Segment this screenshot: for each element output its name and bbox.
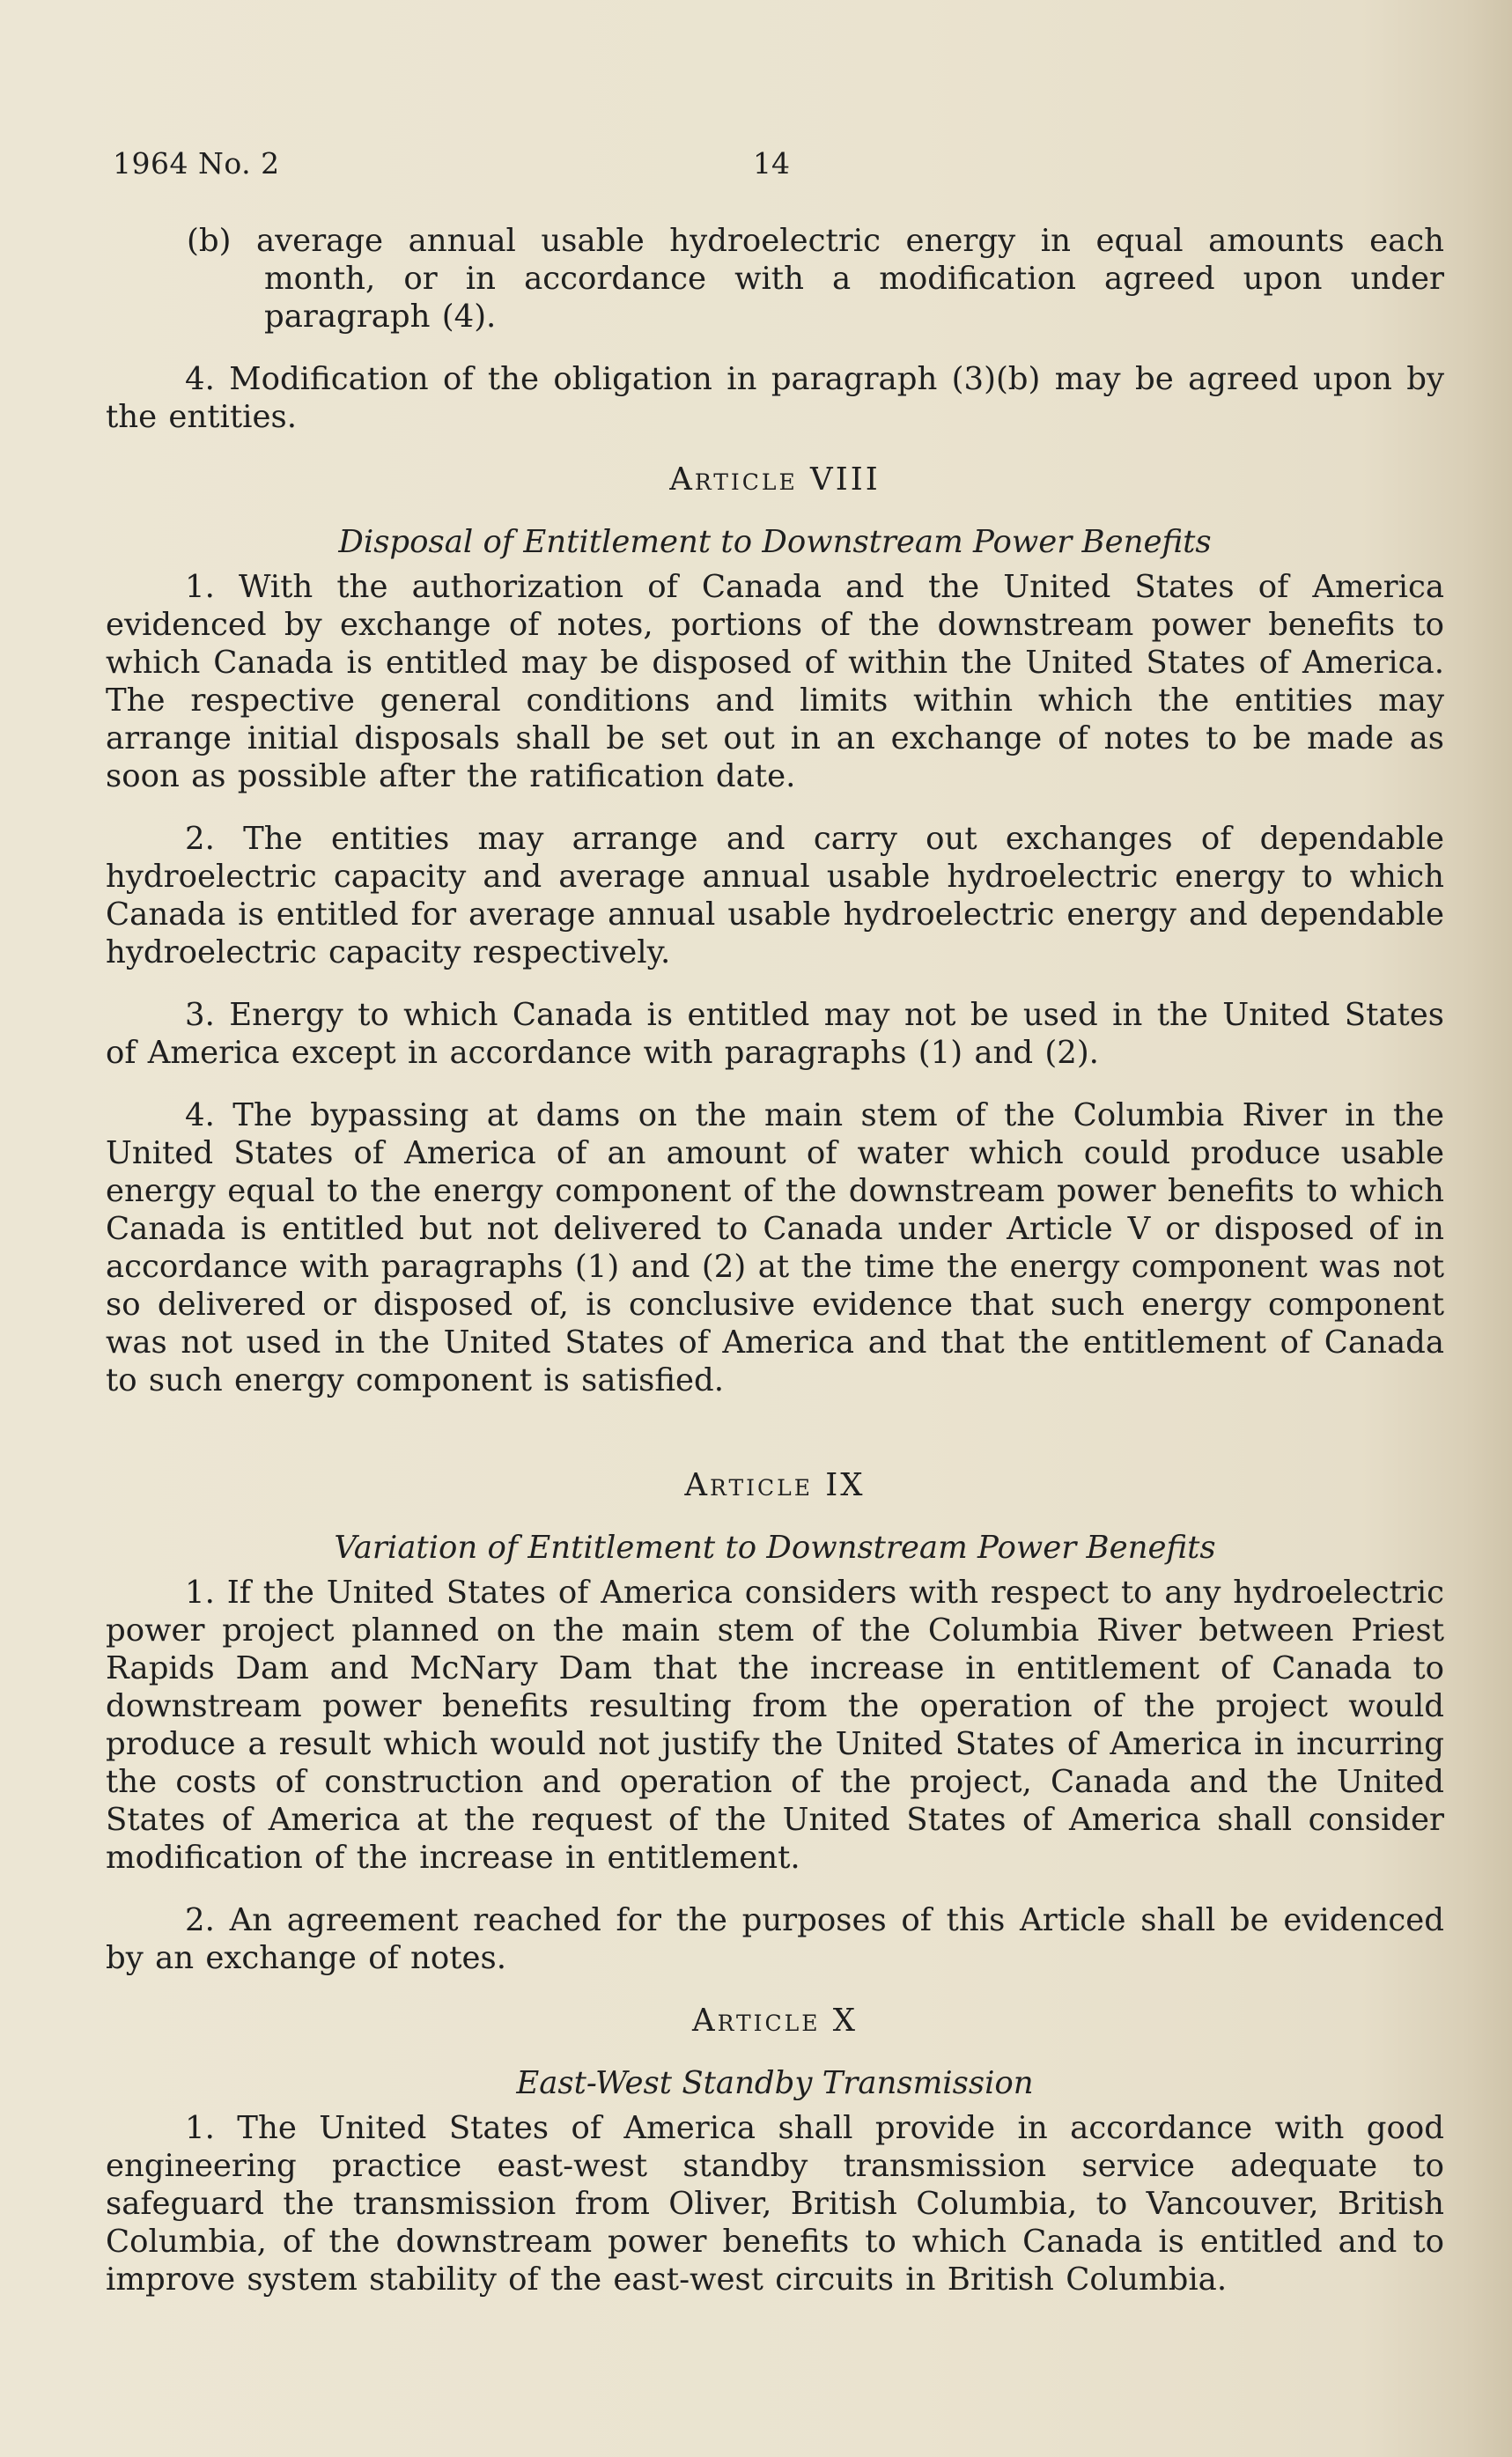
article-paragraph: 1. If the United States of America considers with respect to any hydroelectric power project planned on the main stem of the Columbia River between Priest Rapids Dam and McNary Dam that the increase in entitlement of Canada to downstream power benefits resulting from the operation of the project would produce a result which would not justify the United States of America in incurring the costs of construction and operation of the project, Canada and the United States of America at the request of the United States of America shall consider modification of the increase in entitlement. — [106, 1575, 1444, 1876]
article-heading: Article IX — [684, 1467, 866, 1503]
page-header: 1964 No. 2 — [113, 146, 280, 181]
page-number: 14 — [753, 146, 790, 181]
article-heading: Article X — [691, 2003, 859, 2039]
article-paragraph: 3. Energy to which Canada is entitled may not be used in the United States of America except in accordance with paragraphs (1) and (2). — [106, 997, 1444, 1071]
article-paragraph: 4. The bypassing at dams on the main stem of the Columbia River in the United States of America of an amount of water which could produce usable energy equal to the energy component of the downstream power benefits to which Canada is entitled but not delivered to Canada under Article V or disposed of in accordance with paragraphs (1) and (2) at the time the energy component was not so delivered or disposed of, is conclusive evidence that such energy component was not used in the United States of America and that the entitlement of Canada to such energy component is satisfied. — [106, 1097, 1444, 1398]
article-paragraph: 1. The United States of America shall provide in accordance with good engineering practice east-west standby transmission service adequate to safeguard the transmission from Oliver, British Columbia, to Vancouver, British Columbia, of the downstream power benefits to which Canada is entitled and to improve system stability of the east-west circuits in British Columbia. — [106, 2110, 1444, 2298]
article-heading: Article VIII — [669, 461, 881, 498]
article-paragraph: 2. The entities may arrange and carry out exchanges of dependable hydroelectric capacity and average annual usable hydroelectric energy to which Canada is entitled for average annual usable hydroelectric energy and dependable hydroelectric capacity respectively. — [106, 821, 1444, 970]
sub-paragraph-b: (b) average annual usable hydroelectric energy in equal amounts each month, or in accordance with a modification agreed upon under paragraph (4). — [187, 223, 1444, 335]
article-viii — [106, 461, 1444, 1399]
paragraph-4: 4. Modification of the obligation in paragraph (3)(b) may be agreed upon by the entities. — [106, 361, 1444, 435]
article-ix — [106, 1466, 1444, 1977]
document-body — [106, 222, 1444, 2323]
article-title: Variation of Entitlement to Downstream Power Benefits — [334, 1530, 1216, 1566]
article-title: East-West Standby Transmission — [516, 2065, 1034, 2101]
article-title: Disposal of Entitlement to Downstream Power Benefits — [338, 524, 1212, 560]
article-paragraph: 1. With the authorization of Canada and the United States of America evidenced by exchange of notes, portions of the downstream power benefits to which Canada is entitled may be disposed of within the United States of America. The respective general conditions and limits within which the entities may arrange initial disposals shall be set out in an exchange of notes to be made as soon as possible after the ratification date. — [106, 569, 1444, 794]
article-paragraph: 2. An agreement reached for the purposes of this Article shall be evidenced by an exchange of notes. — [106, 1902, 1444, 1976]
article-x — [106, 2002, 1444, 2298]
